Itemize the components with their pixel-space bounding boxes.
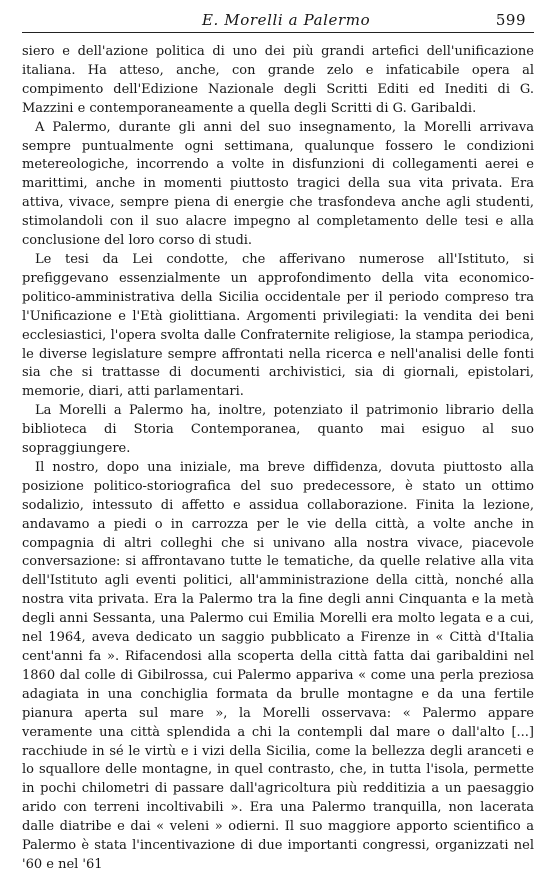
paragraph-3: Le tesi da Lei condotte, che afferivano numerose all'Istituto, si prefiggevano essenzialmente un approfondimento della vita economico-politico-amministrativa della Sicilia occidentale per il periodo compreso tra l'Unificazione e l'Età giolittiana. Argomenti privilegiati: la vendita dei beni ecclesiastici, l'opera svolta dalle Confraternite religiose, la stampa periodica, le diverse legislature sempre affrontati nella ricerca e nell'analisi delle fonti sia che si trattasse di documenti archivistici, sia di giornali, epistolari, memorie, diari, atti parlamentari. [22, 251, 534, 400]
paragraph-2: A Palermo, durante gli anni del suo insegnamento, la Morelli arrivava sempre puntualmente ogni settimana, qualunque fossero le condizioni metereologiche, incorrendo a volte in disfunzioni di collegamenti aerei e marittimi, anche in momenti piuttosto tragici della sua vita privata. Era attiva, vivace, sempre piena di energie che trasfondeva anche agli studenti, stimolandoli con il suo alacre impegno al completamento delle tesi e alla conclusione del loro corso di studi. [22, 119, 534, 249]
page-header [22, 6, 534, 33]
body-text [22, 43, 534, 875]
paragraph-1: siero e dell'azione politica di uno dei più grandi artefici dell'unificazione italiana. Ha atteso, anche, con grande zelo e infaticabile opera al compimento dell'Edizione Nazionale degli Scritti Editi ed Inediti di G. Mazzini e contemporaneamente a quella degli Scritti di G. Garibaldi. [22, 44, 534, 116]
running-title: E. Morelli a Palermo [202, 11, 371, 29]
paragraph-5: Il nostro, dopo una iniziale, ma breve diffidenza, dovuta piuttosto alla posizione politico-storiografica del suo predecessore, è stato un ottimo sodalizio, intessuto di affetto e assidua collaborazione. Finita la lezione, andavamo a piedi o in carrozza per le vie della città, a volte anche in compagnia di altri colleghi che si univano alla nostra vivace, piacevole conversazione: si affrontavano tutte le tematiche, da quelle relative alla vita dell'Istituto agli eventi politici, all'amministrazione della città, nonché alla nostra vita privata. Era la Palermo tra la fine degli anni Cinquanta e la metà degli anni Sessanta, una Palermo cui Emilia Morelli era molto legata e a cui, nel 1964, aveva dedicato un saggio pubblicato a Firenze in « Città d'Italia cent'anni fa ». Rifacendosi alla scoperta della città fatta dai garibaldini nel 1860 dal colle di Gibilrossa, cui Palermo appariva « come una perla preziosa adagiata in una conchiglia formata da brulle montagne e da una fertile pianura aperta sul mare », la Morelli osservava: « Palermo appare veramente una città splendida a chi la contempli dal mare o dall'alto [...] racchiude in sé le virtù e i vizi della Sicilia, come la bellezza degli aranceti e lo squallore delle montagne, in quel contrasto, che, in tutta l'isola, permette in pochi chilometri di passare dall'agricoltura più redditizia a un paesaggio arido con terreni incoltivabili ». Era una Palermo tranquilla, non lacerata dalle diatribe e dai « veleni » odierni. Il suo maggiore apporto scientifico a Palermo è stata l'incentivazione di due importanti congressi, organizzati nel '60 e nel '61 [22, 459, 534, 872]
page-number: 599 [495, 11, 526, 29]
paragraph-4: La Morelli a Palermo ha, inoltre, potenziato il patrimonio librario della biblioteca di Storia Contemporanea, quanto mai esiguo al suo sopraggiungere. [22, 403, 534, 457]
